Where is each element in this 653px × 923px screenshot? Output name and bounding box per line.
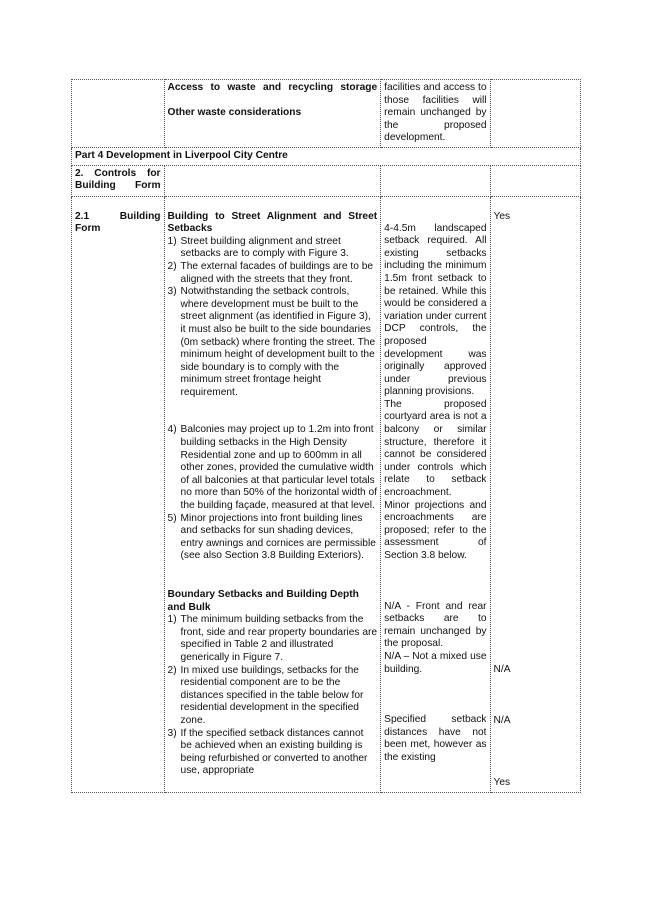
list-item: 1) Street building alignment and street setbacks are to comply with Figure 3. (167, 235, 349, 260)
document-page (71, 79, 581, 793)
comment-text: Minor projections and encroachments are proposed; refer to the assessment of Section 3.8 below. (384, 499, 487, 561)
control-cell (164, 196, 381, 792)
comment-text: 4-4.5m landscaped setback required. All existing setbacks including the minimum 1.5m front setback to be retained. While this would be considered a variation under current DCP controls, the proposed development was originally approved under previous planning provisions. (384, 222, 487, 398)
table-row (72, 80, 581, 148)
compliance-value: N/A (493, 664, 511, 676)
list-item: 3) If the specified setback distances cannot be achieved when an existing building is being refurbished or converted to another use, appropriate (167, 727, 368, 777)
comment-text: Specified setback distances have not been met, however as the existing (384, 714, 487, 763)
comment-cell (381, 80, 490, 148)
section-title: 2.1 Building Form (75, 210, 161, 235)
list-item: 4) Balconies may project up to 1.2m into front building setbacks in the High Density Residential zone and up to 600mm in all other zones, provided the cumulative width of all balconies at that particular level totals no more than 50% of the horizontal width of the building façade, measured at that level. (167, 424, 378, 512)
list-item: 3) Notwithstanding the setback controls, where development must be built to the street alignment (as identified in Figure 3), it must also be built to the side boundaries (0m setback) where fronting the street. The minimum height of development built to the side boundary is to comply with the minimum street frontage height requirement. (167, 286, 376, 398)
section-cell (72, 196, 165, 792)
list-item: 2) In mixed use buildings, setbacks for the residential component are to be the distances specified in the table below for residential development in the specified zone. (167, 664, 364, 726)
compliance-cell (490, 80, 580, 148)
compliance-value: N/A (493, 714, 511, 726)
list-item: 1) The minimum building setbacks from the front, side and rear property boundaries are specified in Table 2 and illustrated generically in Figure 7. (167, 614, 378, 663)
comment-text: facilities and access to those facilities will remain unchanged by the proposed development. (384, 82, 487, 144)
table-row (72, 165, 581, 196)
table-row (72, 147, 581, 165)
compliance-cell (490, 196, 580, 792)
comment-cell (381, 165, 490, 196)
comment-text: N/A - Front and rear setbacks are to remain unchanged by the proposal. (384, 600, 487, 650)
list-item: 2) The external facades of buildings are to be aligned with the streets that they front. (167, 260, 374, 285)
control-cell (164, 80, 381, 148)
section-cell (72, 165, 165, 196)
control-heading: Access to waste and recycling storage (167, 82, 378, 93)
control-heading: Other waste considerations (167, 106, 302, 118)
list-item: 5) Minor projections into front building lines and setbacks for sun shading devices, entry awnings and cornices are permissible (see also Section 3.8 Building Exteriors). (167, 512, 376, 562)
compliance-cell (490, 165, 580, 196)
table-row (72, 196, 581, 792)
control-cell (164, 165, 381, 196)
assessment-table (71, 79, 581, 793)
compliance-value: Yes (493, 210, 511, 222)
compliance-value: Yes (493, 777, 511, 789)
control-list (168, 236, 378, 563)
comment-text: The proposed courtyard area is not a balcony or similar structure, therefore it cannot be considered under controls which relate to setback encroachment. (384, 398, 487, 499)
comment-text: N/A – Not a mixed use building. (384, 650, 487, 675)
part-title: Part 4 Development in Liverpool City Centre (72, 147, 581, 165)
comment-cell (381, 196, 490, 792)
controls-title: 2. Controls for Building Form (75, 167, 161, 192)
control-list (168, 614, 378, 778)
control-heading: Boundary Setbacks and Building Depth and Bulk (167, 589, 359, 613)
section-cell (72, 80, 165, 148)
control-heading: Building to Street Alignment and Street Setbacks (167, 210, 378, 235)
